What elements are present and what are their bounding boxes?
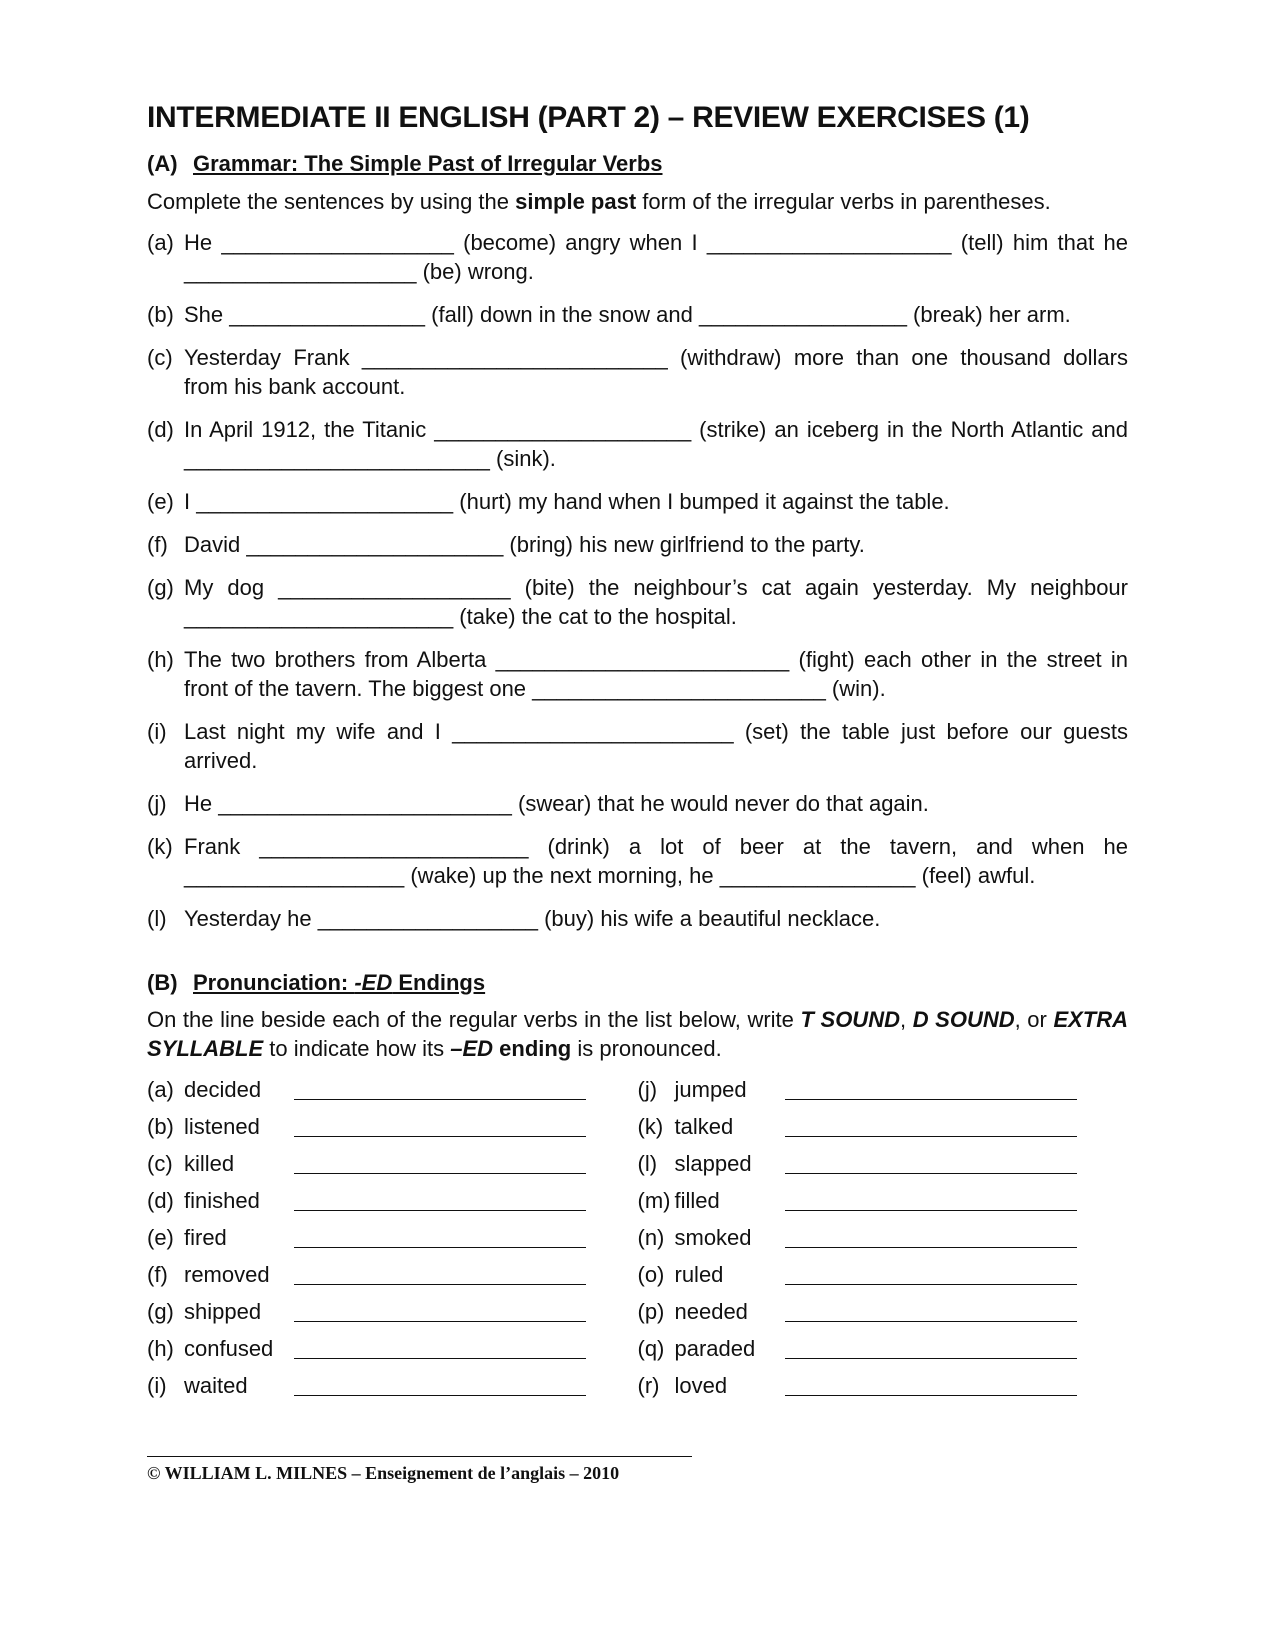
section-b-instructions: [147, 1005, 1128, 1063]
verb-row: [638, 1223, 1129, 1260]
verb-label: (a): [147, 1077, 174, 1103]
verb-word: jumped: [674, 1077, 747, 1103]
exercise-item: [147, 343, 1128, 401]
verb-row: [638, 1297, 1129, 1334]
instr-text: is pronounced.: [571, 1036, 722, 1062]
exercise-item: [147, 904, 1128, 933]
instr-text: form of the irregular verbs in parentheses.: [636, 188, 1051, 214]
verb-word: listened: [184, 1114, 260, 1140]
item-text: Last night my wife and I _______________________ (set) the table just before our guests arrived.: [184, 718, 1128, 773]
verb-row: [147, 1186, 638, 1223]
item-label: (a): [147, 229, 174, 255]
verb-row: [147, 1112, 638, 1149]
verb-label: (r): [637, 1373, 660, 1399]
item-label: (g): [147, 574, 174, 600]
verb-word: confused: [184, 1336, 274, 1362]
verb-column-left: [147, 1075, 638, 1408]
verb-label: (f): [147, 1262, 168, 1288]
section-a-items: [147, 228, 1128, 933]
verb-row: [147, 1149, 638, 1186]
verb-word: waited: [184, 1373, 248, 1399]
verb-label: (p): [637, 1299, 665, 1325]
answer-line[interactable]: [785, 1149, 1077, 1174]
heading-text: Pronunciation:: [193, 969, 355, 995]
exercise-item: [147, 228, 1128, 286]
item-text: She ________________ (fall) down in the snow and _________________ (break) her arm.: [184, 301, 1071, 327]
verb-label: (h): [147, 1336, 174, 1362]
verb-label: (k): [637, 1114, 664, 1140]
verb-word: loved: [674, 1373, 728, 1399]
d-sound-term: D SOUND: [912, 1007, 1015, 1033]
section-b-letter: (B): [147, 969, 178, 995]
exercise-item: [147, 300, 1128, 329]
instr-text: On the line beside each of the regular verbs in the list below, write: [147, 1007, 801, 1033]
verb-word: finished: [184, 1188, 260, 1214]
verb-label: (e): [147, 1225, 174, 1251]
footer-divider: [147, 1456, 692, 1457]
answer-line[interactable]: [294, 1186, 586, 1211]
item-label: (e): [147, 488, 174, 514]
answer-line[interactable]: [294, 1297, 586, 1322]
verb-list: [147, 1075, 1128, 1408]
verb-label: (q): [637, 1336, 665, 1362]
answer-line[interactable]: [294, 1260, 586, 1285]
exercise-item: [147, 717, 1128, 775]
item-label: (k): [147, 833, 173, 859]
verb-row: [638, 1112, 1129, 1149]
verb-label: (i): [147, 1373, 167, 1399]
exercise-item: [147, 789, 1128, 818]
answer-line[interactable]: [294, 1149, 586, 1174]
verb-label: (b): [147, 1114, 174, 1140]
page-title: INTERMEDIATE II ENGLISH (PART 2) – REVIEW EXERCISES (1): [147, 101, 1030, 134]
verb-label: (j): [637, 1077, 658, 1103]
heading-text: Endings: [392, 969, 486, 995]
item-label: (i): [147, 718, 167, 744]
verb-row: [638, 1186, 1129, 1223]
verb-row: [638, 1371, 1129, 1408]
item-text: My dog ___________________ (bite) the neighbour’s cat again yesterday. My neighbour ______________________ (take) the cat to the hospital.: [184, 574, 1128, 629]
section-a-instructions: [147, 187, 1128, 216]
answer-line[interactable]: [785, 1112, 1077, 1137]
answer-line[interactable]: [294, 1075, 586, 1100]
instr-text: to indicate how its: [263, 1036, 451, 1062]
verb-word: slapped: [674, 1151, 752, 1177]
t-sound-term: T SOUND: [800, 1007, 900, 1033]
item-label: (j): [147, 790, 167, 816]
verb-row: [147, 1260, 638, 1297]
answer-line[interactable]: [294, 1112, 586, 1137]
answer-line[interactable]: [785, 1371, 1077, 1396]
exercise-item: [147, 573, 1128, 631]
verb-label: (l): [637, 1151, 658, 1177]
ending-term: ending: [493, 1036, 572, 1062]
section-spacer: [147, 947, 1128, 969]
item-text: In April 1912, the Titanic _____________________ (strike) an iceberg in the North Atlantic and _________________________ (sink).: [184, 416, 1128, 471]
heading-em: -ED: [354, 969, 393, 995]
verb-label: (g): [147, 1299, 174, 1325]
ed-term: –ED: [450, 1036, 494, 1062]
exercise-item: [147, 487, 1128, 516]
verb-word: removed: [184, 1262, 270, 1288]
item-text: He ___________________ (become) angry when I ____________________ (tell) him that he ___________________ (be) wrong.: [184, 229, 1128, 284]
instr-bold: simple past: [515, 188, 637, 214]
verb-word: needed: [674, 1299, 748, 1325]
answer-line[interactable]: [785, 1334, 1077, 1359]
answer-line[interactable]: [785, 1223, 1077, 1248]
worksheet-content: [147, 100, 1128, 1408]
item-text: The two brothers from Alberta ________________________ (fight) each other in the street in front of the tavern. The biggest one ________________________ (win).: [184, 646, 1128, 701]
item-label: (c): [147, 344, 173, 370]
instr-text: , or: [1014, 1007, 1054, 1033]
exercise-item: [147, 530, 1128, 559]
item-label: (l): [147, 905, 167, 931]
verb-label: (o): [637, 1262, 665, 1288]
item-text: Frank ______________________ (drink) a lot of beer at the tavern, and when he __________________ (wake) up the next morning, he ________________ (feel) awful.: [184, 833, 1128, 888]
item-label: (f): [147, 531, 168, 557]
exercise-item: [147, 645, 1128, 703]
answer-line[interactable]: [294, 1334, 586, 1359]
verb-label: (m): [637, 1188, 671, 1214]
verb-row: [147, 1297, 638, 1334]
verb-word: filled: [674, 1188, 720, 1214]
item-text: He ________________________ (swear) that he would never do that again.: [184, 790, 929, 816]
verb-row: [147, 1371, 638, 1408]
item-text: I _____________________ (hurt) my hand when I bumped it against the table.: [184, 488, 950, 514]
verb-word: shipped: [184, 1299, 262, 1325]
item-label: (d): [147, 416, 174, 442]
section-b-title: [193, 970, 485, 995]
verb-row: [147, 1075, 638, 1112]
verb-row: [638, 1075, 1129, 1112]
verb-row: [147, 1334, 638, 1371]
answer-line[interactable]: [785, 1297, 1077, 1322]
exercise-item: [147, 832, 1128, 890]
answer-line[interactable]: [785, 1186, 1077, 1211]
item-label: (h): [147, 646, 174, 672]
answer-line[interactable]: [785, 1260, 1077, 1285]
answer-line[interactable]: [294, 1371, 586, 1396]
verb-row: [638, 1334, 1129, 1371]
verb-column-right: [638, 1075, 1129, 1408]
verb-label: (n): [637, 1225, 665, 1251]
exercise-item: [147, 415, 1128, 473]
section-a-heading: [147, 150, 1128, 179]
answer-line[interactable]: [294, 1223, 586, 1248]
verb-row: [638, 1149, 1129, 1186]
instr-text: Complete the sentences by using the: [147, 188, 516, 214]
verb-word: smoked: [674, 1225, 752, 1251]
item-text: Yesterday Frank _________________________ (withdraw) more than one thousand dollars from his bank account.: [184, 344, 1128, 399]
copyright-text: © WILLIAM L. MILNES – Enseignement de l’anglais – 2010: [147, 1463, 620, 1483]
verb-word: talked: [674, 1114, 734, 1140]
section-a-title: Grammar: The Simple Past of Irregular Verbs: [193, 151, 663, 176]
verb-word: fired: [184, 1225, 227, 1251]
verb-word: decided: [184, 1077, 262, 1103]
extra-syllable-term: EXTRA SYLLABLE: [147, 1007, 1129, 1062]
item-text: Yesterday he __________________ (buy) his wife a beautiful necklace.: [184, 905, 881, 931]
copyright-footer: [147, 1456, 692, 1484]
verb-row: [638, 1260, 1129, 1297]
item-text: David _____________________ (bring) his new girlfriend to the party.: [184, 531, 865, 557]
verb-label: (c): [147, 1151, 173, 1177]
verb-word: ruled: [674, 1262, 724, 1288]
instr-text: ,: [899, 1007, 913, 1033]
verb-word: killed: [184, 1151, 235, 1177]
section-a-letter: (A): [147, 151, 178, 176]
verb-row: [147, 1223, 638, 1260]
answer-line[interactable]: [785, 1075, 1077, 1100]
verb-word: paraded: [674, 1336, 756, 1362]
verb-label: (d): [147, 1188, 174, 1214]
section-b-heading: [147, 969, 1128, 998]
item-label: (b): [147, 301, 174, 327]
